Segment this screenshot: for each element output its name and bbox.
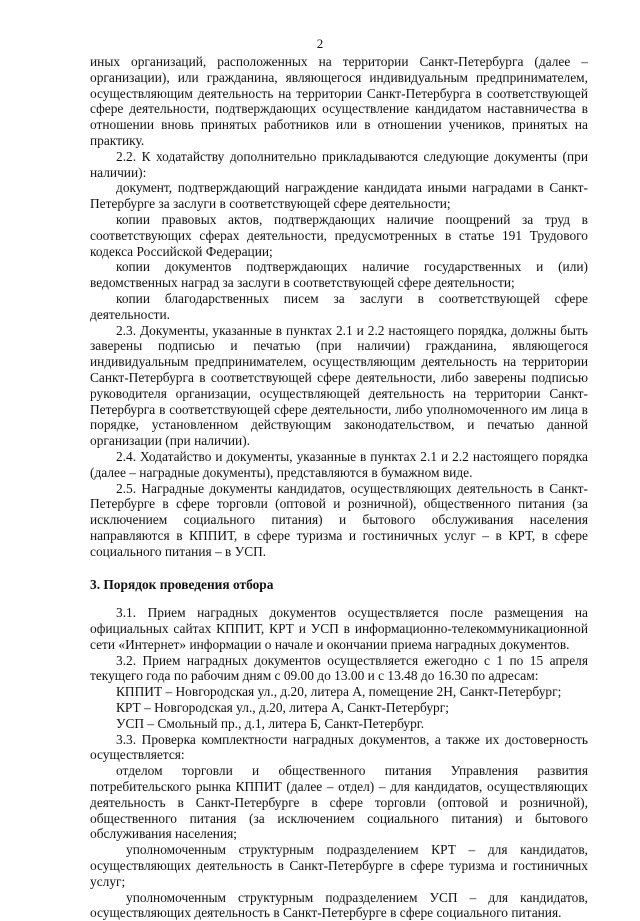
paragraph: отделом торговли и общественного питания Управления развития потребительского рынка КППИТ (далее – отдел) – для кандидатов, осуществляющих деятельность в Санкт-Петербурге в сфере торговли (оптовой и розничной), общественного питания (за исключением социального питания) и бытового обслуживания населения; [90, 763, 588, 842]
paragraph: КППИТ – Новгородская ул., д.20, литера А, помещение 2Н, Санкт-Петербург; [116, 684, 562, 700]
page-number: 2 [316, 36, 324, 51]
paragraph: уполномоченным структурным подразделением УСП – для кандидатов, осуществляющих деятельность в Санкт-Петербурге в сфере социального питания. [90, 889, 588, 921]
paragraph: копии правовых актов, подтверждающих наличие поощрений за труд в соответствующих сферах деятельности, предусмотренных в статье 191 Трудового кодекса Российской Федерации; [90, 211, 588, 259]
section-heading: 3. Порядок проведения отбора [90, 576, 274, 592]
paragraph: 3.2. Прием наградных документов осуществляется ежегодно с 1 по 15 апреля текущего года по рабочим дням с 09.00 до 13.00 и с 13.48 до 16.30 по адресам: [90, 652, 588, 684]
paragraph: документ, подтверждающий награждение кандидата иными наградами в Санкт-Петербурге за заслуги в соответствующей сфере деятельности; [90, 180, 588, 212]
paragraph: УСП – Смольный пр., д.1, литера Б, Санкт-Петербург. [116, 715, 425, 731]
paragraph: 3.3. Проверка комплектности наградных документов, а также их достоверность осуществляется: [90, 731, 588, 763]
paragraph: копии документов подтверждающих наличие государственных и (или) ведомственных наград за заслуги в соответствующей сфере деятельности; [90, 259, 588, 291]
paragraph: 3.1. Прием наградных документов осуществляется после размещения на официальных сайтах КППИТ, КРТ и УСП в информационно-телекоммуникационной сети «Интернет» информации о начале и окончании приема наградных документов. [90, 605, 588, 652]
paragraph: 2.2. К ходатайству дополнительно прикладываются следующие документы (при наличии): [90, 148, 588, 180]
paragraph: 2.5. Наградные документы кандидатов, осуществляющих деятельность в Санкт-Петербурге в сфере торговли (оптовой и розничной), общественного питания (за исключением социального питания) и бытового обслуживания населения направляются в КППИТ, в сфере туризма и гостиничных услуг – в КРТ, в сфере социального питания – в УСП. [90, 480, 588, 559]
section-2-continued [90, 54, 588, 560]
document-body [90, 54, 588, 921]
paragraph: 2.4. Ходатайство и документы, указанные в пунктах 2.1 и 2.2 настоящего порядка (далее – наградные документы), представляются в бумажном виде. [90, 448, 588, 480]
paragraph: 2.3. Документы, указанные в пунктах 2.1 и 2.2 настоящего порядка, должны быть заверены подписью и печатью (при наличии) гражданина, являющегося индивидуальным предпринимателем, осуществляющим деятельность на территории Санкт-Петербурга в соответствующей сфере деятельности, либо заверены подписью руководителя организации, осуществляющей деятельность на территории Санкт-Петербурга в соответствующей сфере деятельности, либо уполномоченного им лица в порядке, установленном действующим законодательством, и печатью данной организации (при наличии). [90, 322, 588, 449]
paragraph: уполномоченным структурным подразделением КРТ – для кандидатов, осуществляющих деятельность в Санкт-Петербурге в сфере туризма и гостиничных услуг; [90, 842, 588, 889]
paragraph: КРТ – Новгородская ул., д.20, литера А, Санкт-Петербург; [116, 700, 449, 716]
paragraph: копии благодарственных писем за заслуги в соответствующей сфере деятельности. [90, 290, 588, 322]
paragraph: иных организаций, расположенных на территории Санкт-Петербурга (далее – организации), или гражданина, являющегося индивидуальным предпринимателем, осуществляющим деятельность на территории Санкт-Петербурга в соответствующей сфере деятельности, подтверждающих осуществление кандидатом наставничества в отношении вновь принятых работников или в отношении учеников, принятых на практику. [90, 54, 588, 148]
section-3 [90, 605, 588, 921]
